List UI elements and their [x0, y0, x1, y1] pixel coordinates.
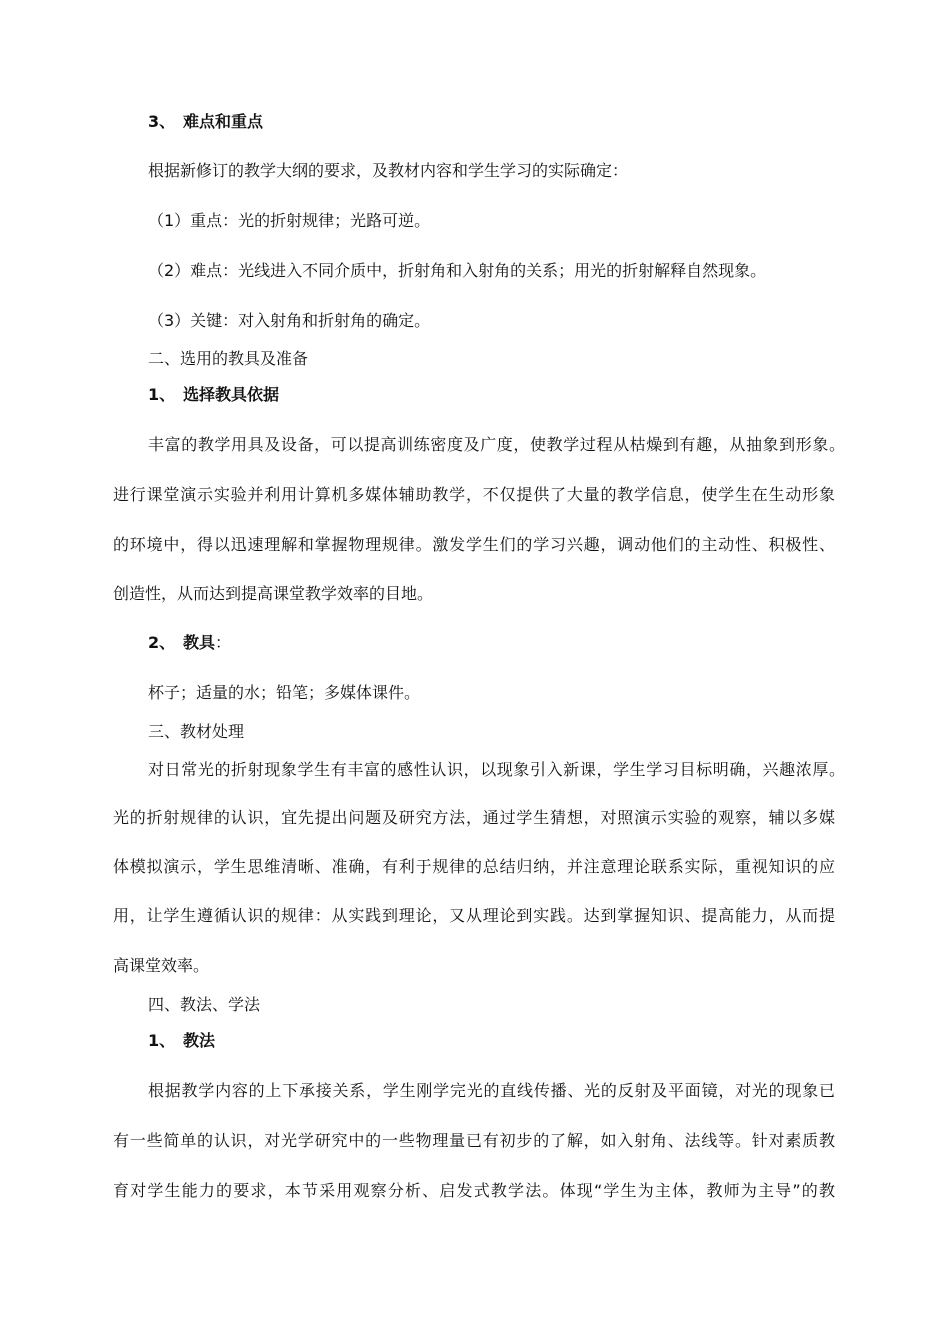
part-2-sub-2-title: 教具 — [183, 633, 216, 652]
paragraph-line: 高课堂效率。 — [113, 956, 210, 975]
section-3-heading — [148, 112, 263, 132]
section-3-intro: 根据新修订的教学大纲的要求，及教材内容和学生学习的实际确定： — [148, 161, 629, 180]
difficulty-item: （2）难点：光线进入不同介质中，折射角和入射角的关系；用光的折射解释自然现象。 — [148, 261, 767, 280]
paragraph-line: 体模拟演示，学生思维清晰、准确，有利于规律的总结归纳，并注意理论联系实际，重视知识的应 — [113, 857, 835, 876]
part-2-heading: 二、选用的教具及准备 — [148, 349, 309, 368]
paragraph-line: 育对学生能力的要求，本节采用观察分析、启发式教学法。体现“学生为主体，教师为主导”的教 — [113, 1181, 835, 1200]
part-4-sub-1-number: 1、 — [148, 1031, 176, 1050]
paragraph-line: 用，让学生遵循认识的规律：从实践到理论，又从理论到实践。达到掌握知识、提高能力，从而提 — [113, 906, 835, 925]
part-2-sub-2-colon: ： — [215, 633, 232, 652]
part-2-sub-2-heading — [148, 633, 231, 653]
part-4-sub-1-heading — [148, 1031, 215, 1051]
part-2-sub-1-title: 选择教具依据 — [183, 385, 280, 404]
paragraph-line: 光的折射规律的认识，宜先提出问题及研究方法，通过学生猜想，对照演示实验的观察，辅以多媒 — [113, 808, 835, 827]
section-3-title: 难点和重点 — [183, 112, 264, 131]
teaching-aids-list: 杯子；适量的水；铅笔；多媒体课件。 — [148, 683, 421, 702]
paragraph-line: 进行课堂演示实验并利用计算机多媒体辅助教学，不仅提供了大量的教学信息，使学生在生动形象 — [113, 485, 835, 504]
part-4-heading: 四、教法、学法 — [148, 995, 261, 1014]
key-item: （3）关键：对入射角和折射角的确定。 — [148, 311, 431, 330]
paragraph-line: 根据教学内容的上下承接关系，学生刚学完光的直线传播、光的反射及平面镜，对光的现象已 — [148, 1081, 835, 1100]
part-3-heading: 三、教材处理 — [148, 722, 245, 741]
part-2-sub-2-number: 2、 — [148, 633, 176, 652]
key-point-item: （1）重点：光的折射规律；光路可逆。 — [148, 211, 431, 230]
section-3-number: 3、 — [148, 112, 176, 131]
paragraph-line: 丰富的教学用具及设备，可以提高训练密度及广度，使教学过程从枯燥到有趣，从抽象到形象。 — [148, 435, 845, 454]
part-2-sub-1-heading — [148, 385, 279, 405]
paragraph-line: 创造性，从而达到提高课堂教学效率的目地。 — [113, 584, 434, 603]
part-2-sub-1-number: 1、 — [148, 385, 176, 404]
paragraph-line: 对日常光的折射现象学生有丰富的感性认识，以现象引入新课，学生学习目标明确，兴趣浓厚。 — [148, 760, 845, 779]
paragraph-line: 有一些简单的认识，对光学研究中的一些物理量已有初步的了解，如入射角、法线等。针对素质教 — [113, 1131, 835, 1150]
part-4-sub-1-title: 教法 — [183, 1031, 216, 1050]
paragraph-line: 的环境中，得以迅速理解和掌握物理规律。激发学生们的学习兴趣，调动他们的主动性、积极性、 — [113, 535, 835, 554]
